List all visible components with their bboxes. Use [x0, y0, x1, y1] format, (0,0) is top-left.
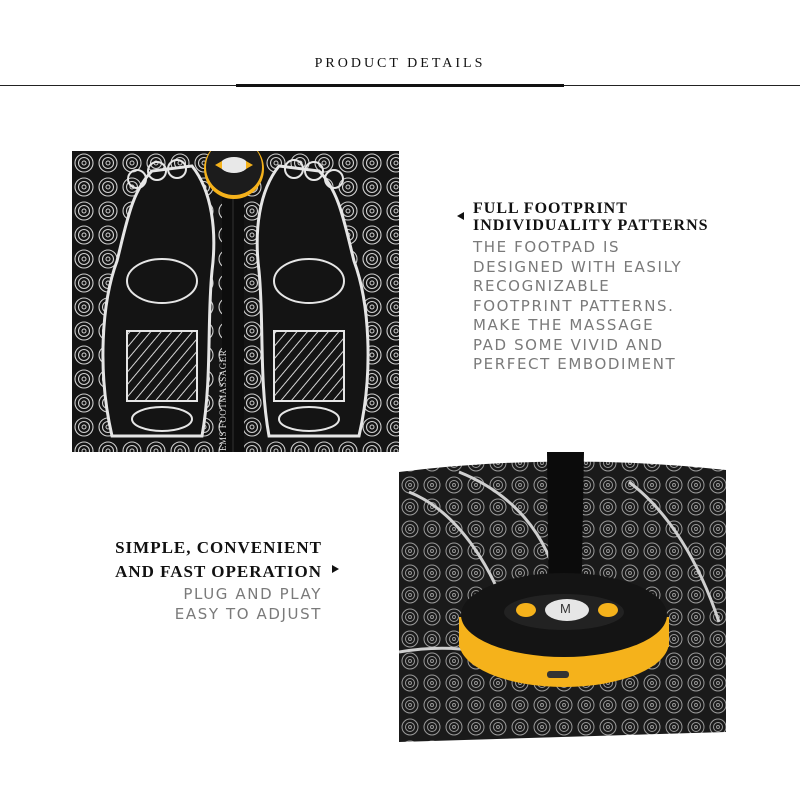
page-title: PRODUCT DETAILS: [314, 56, 486, 71]
feature-desc-line: MAKE THE MASSAGE: [473, 316, 655, 334]
arrow-right-icon: [332, 565, 339, 573]
feature-desc-line: EASY TO ADJUST: [174, 605, 322, 623]
arrow-left-icon: [457, 212, 464, 220]
product-photo-footpad: [72, 151, 399, 452]
feature-desc-line: DESIGNED WITH EASILY: [473, 257, 683, 276]
feature-title-footprint: [473, 200, 709, 234]
feature-title-line: SIMPLE, CONVENIENT: [115, 538, 322, 557]
feature-desc-line: PLUG AND PLAY: [183, 585, 322, 603]
brand-label: EMS FOOTMASSAGER: [218, 349, 228, 451]
header-divider-accent: [236, 84, 564, 87]
feature-desc-line: PAD SOME VIVID AND: [473, 335, 664, 354]
feature-title-line: FULL FOOTPRINT: [473, 200, 628, 217]
feature-desc-line: THE FOOTPAD IS: [473, 238, 621, 256]
feature-title-operation: [115, 536, 322, 584]
feature-desc-line: RECOGNIZABLE: [473, 277, 611, 295]
mode-button-label: M: [560, 601, 571, 616]
feature-desc-line: FOOTPRINT PATTERNS.: [473, 296, 675, 315]
feature-desc-operation: [175, 584, 322, 624]
product-photo-controller: [399, 452, 726, 753]
footpad-illustration: [72, 151, 399, 452]
feature-title-line: INDIVIDUALITY PATTERNS: [473, 217, 709, 234]
feature-desc-line: PERFECT EMBODIMENT: [473, 355, 677, 373]
feature-desc-footprint: [473, 238, 682, 375]
feature-title-line: AND FAST OPERATION: [115, 562, 322, 581]
